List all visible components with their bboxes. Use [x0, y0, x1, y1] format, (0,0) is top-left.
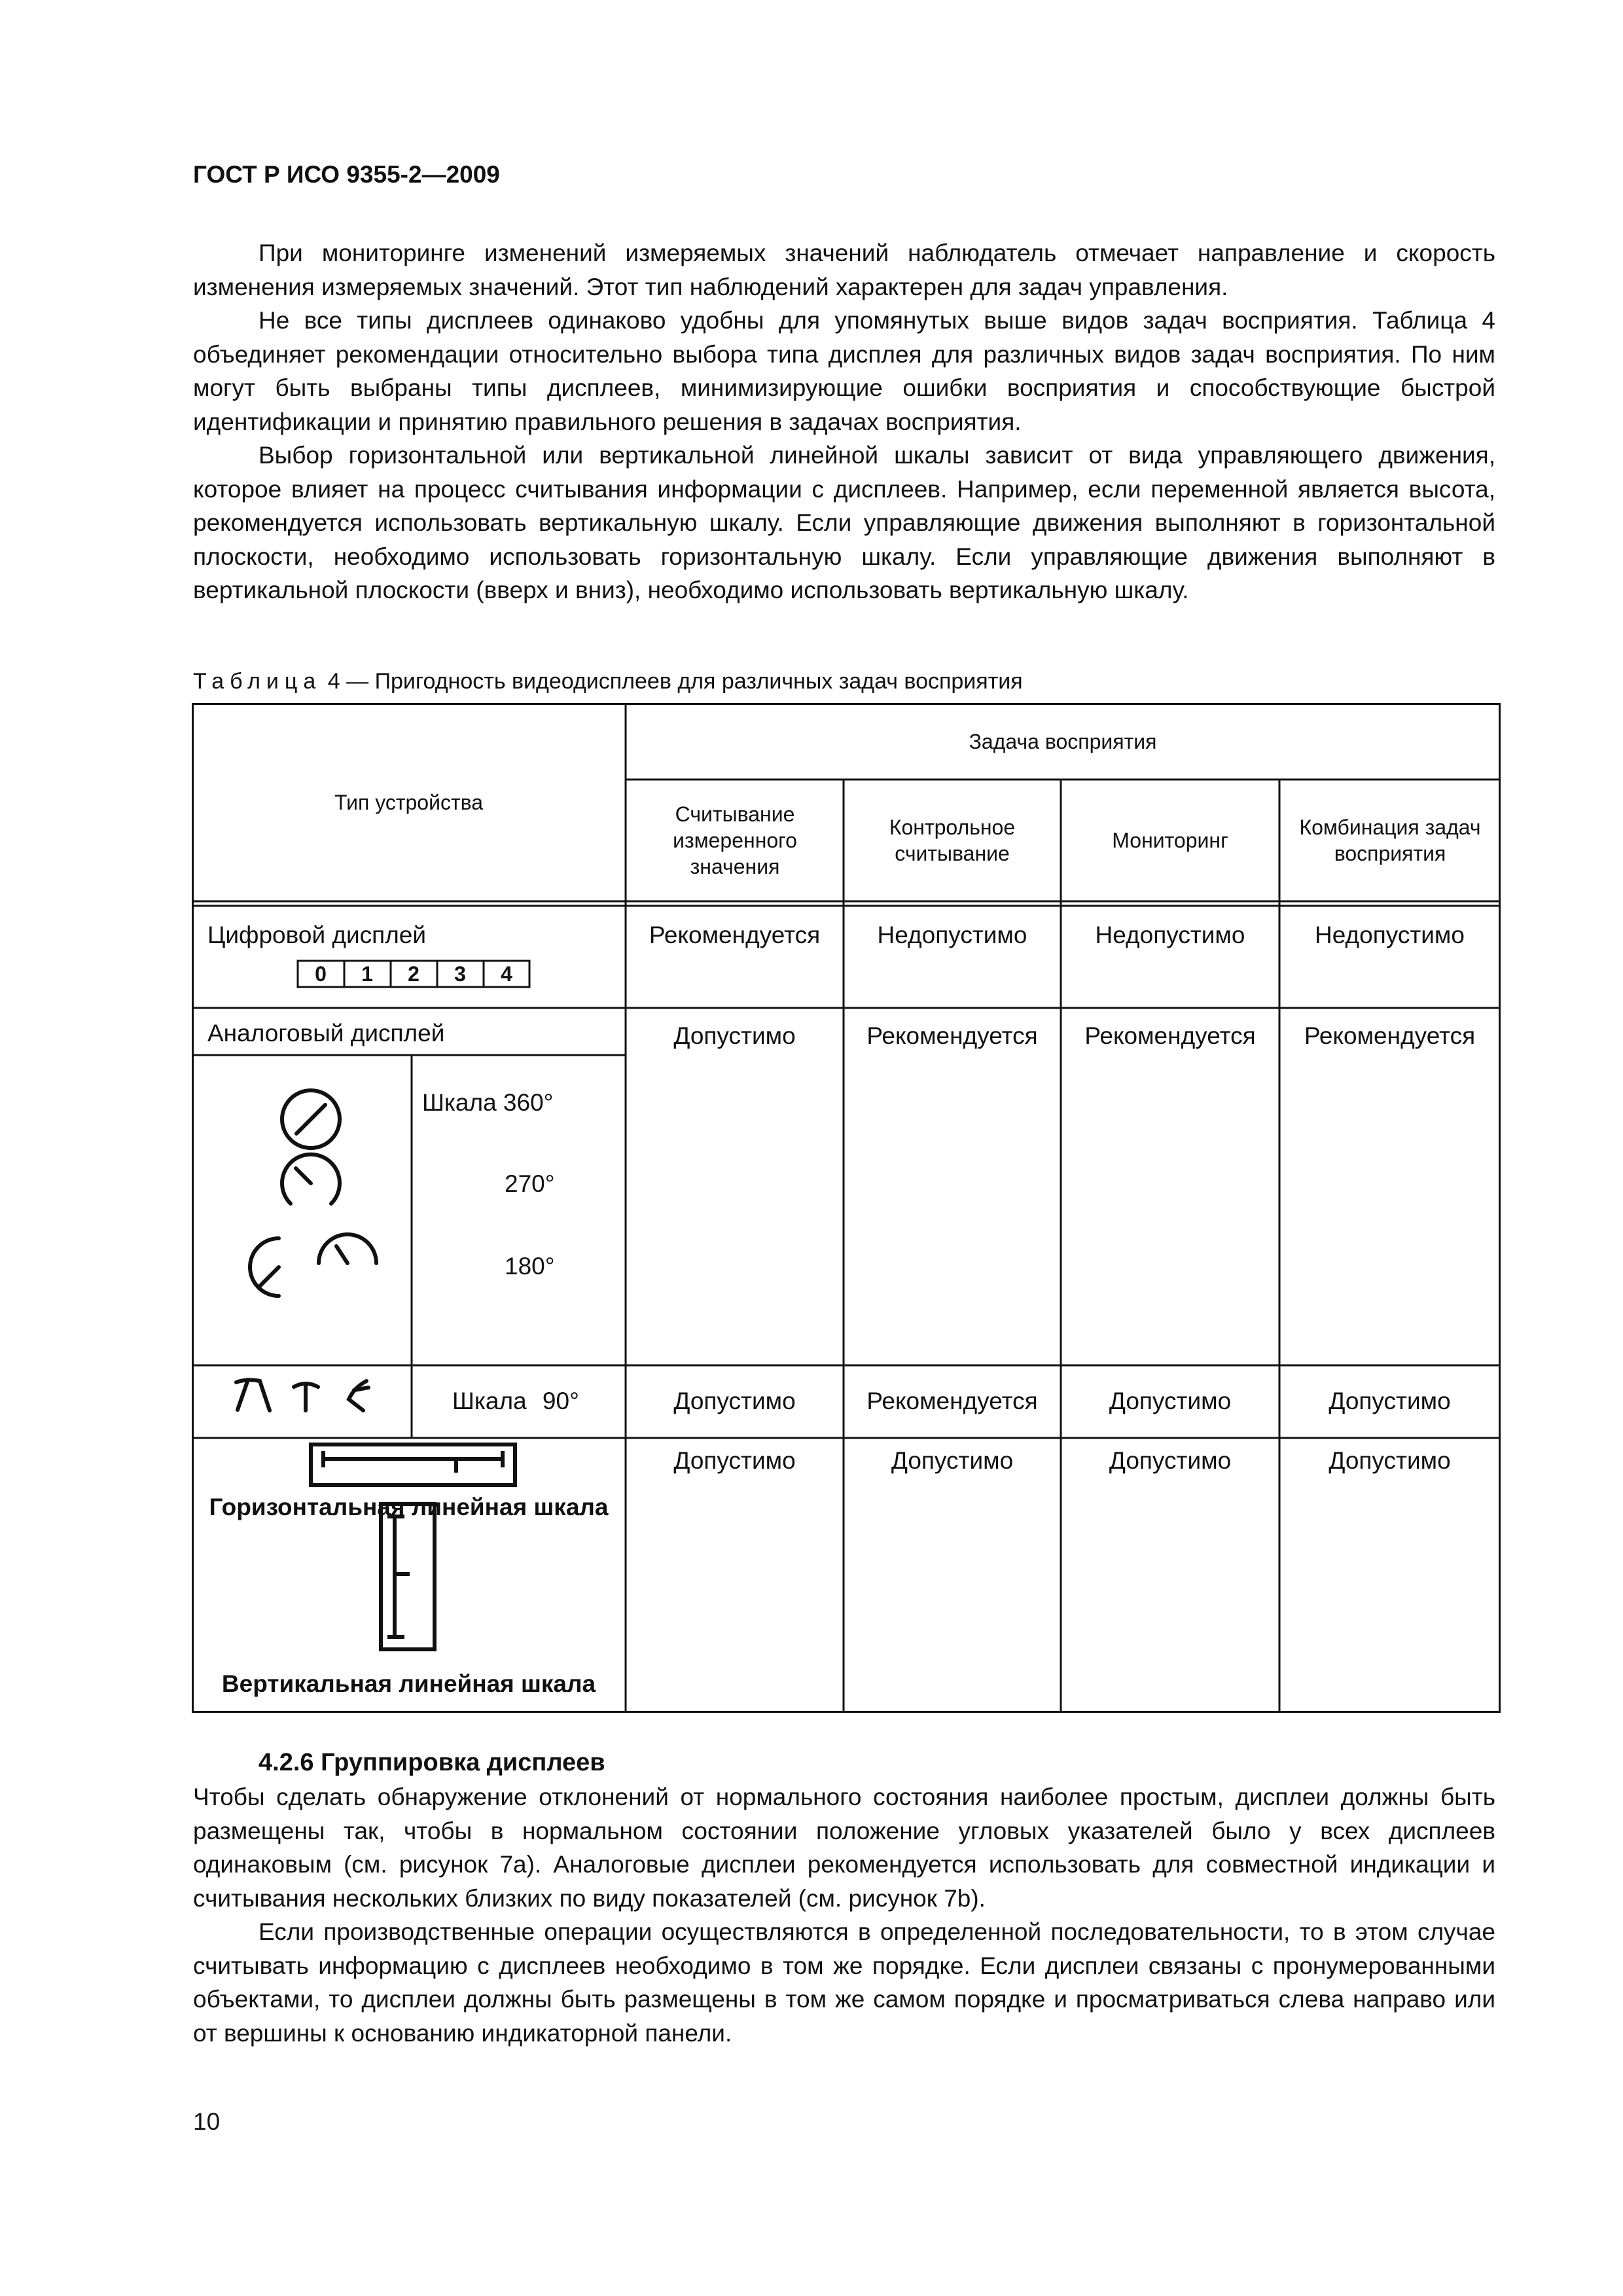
table-cell: Недопустимо: [1315, 922, 1465, 948]
analog-display-label: Аналоговый дисплей: [207, 1020, 445, 1047]
table-cell: Рекомендуется: [1084, 1022, 1256, 1049]
suitability-table: [192, 703, 1501, 1713]
table-cell: Допустимо: [673, 1447, 796, 1474]
table-cell: Рекомендуется: [649, 922, 821, 948]
task-header: Задача восприятия: [969, 729, 1157, 753]
vertical-scale-label: Вертикальная линейная шкала: [221, 1670, 596, 1697]
column-header: Считывание измеренного значения: [673, 802, 797, 878]
table-cell: Рекомендуется: [866, 1388, 1038, 1414]
horizontal-scale-icon: [311, 1444, 515, 1485]
table-cell: Допустимо: [1109, 1447, 1232, 1474]
page-number: 10: [193, 2108, 221, 2135]
table-cell: Допустимо: [1329, 1388, 1451, 1414]
scale-180-label: 180°: [505, 1253, 555, 1280]
table-caption: [193, 669, 1023, 694]
paragraph: При мониторинге изменений измеряемых значений наблюдатель отмечает направление и скорость изменения измеряемых значений. Этот тип наблюдений характерен для задач управления.: [193, 240, 1495, 300]
dial-180-left-icon: [250, 1238, 279, 1296]
section-text: [193, 1780, 1495, 2050]
column-header: Мониторинг: [1112, 829, 1228, 852]
table-cell: Допустимо: [673, 1022, 796, 1049]
digit: 1: [361, 962, 373, 986]
scale-270-label: 270°: [505, 1170, 555, 1197]
document-header: ГОСТ Р ИСО 9355-2—2009: [193, 161, 500, 188]
table-cell: Допустимо: [1109, 1388, 1232, 1414]
table-caption-prefix: Таблица: [193, 669, 322, 694]
paragraph: Выбор горизонтальной или вертикальной линейной шкалы зависит от вида управляющего движения, которое влияет на процесс считывания информации с дисплеев. Например, если переменной является высота, рекомендуется использовать вертикальную шкалу. Если управляющие движения выполняют в горизонтальной плоскости, необходимо использовать горизонтальную шкалу. Если управляющие движения выполняют в вертикальной плоскости (вверх и вниз), необходимо использовать вертикальную шкалу.: [193, 442, 1495, 603]
digit: 3: [454, 962, 466, 986]
vertical-scale-icon: [381, 1504, 435, 1649]
column-header: Комбинация задач восприятия: [1299, 816, 1481, 865]
table-cell: Допустимо: [673, 1388, 796, 1414]
table-cell: Недопустимо: [1095, 922, 1245, 948]
horizontal-scale-label: Горизонтальная линейная шкала: [209, 1494, 609, 1520]
column-header: Контрольное считывание: [889, 816, 1016, 865]
digit: 4: [501, 962, 512, 986]
dial-360-icon: [282, 1090, 340, 1148]
section-title: 4.2.6 Группировка дисплеев: [259, 1749, 605, 1776]
dial-270-icon: [282, 1155, 340, 1204]
intro-text: [193, 236, 1495, 607]
paragraph: Не все типы дисплеев одинаково удобны для упомянутых выше видов задач восприятия. Таблица 4 объединяет рекомендации относительно выбора типа дисплея для различных видов задач восприятия. По ним могут быть выбраны типы дисплеев, минимизирующие ошибки восприятия и способствующие быстрой идентификации и принятию правильного решения в задачах восприятия.: [193, 307, 1495, 435]
digit: 0: [315, 962, 327, 986]
scale-360-label: Шкала 360°: [422, 1089, 554, 1116]
table-cell: Рекомендуется: [1304, 1022, 1476, 1049]
dial-180-top-icon: [319, 1234, 376, 1263]
table-cell: Рекомендуется: [866, 1022, 1038, 1049]
table-cell: Допустимо: [891, 1447, 1014, 1474]
device-type-header: Тип устройства: [334, 790, 484, 814]
scale-90-label: Шкала 90°: [452, 1388, 579, 1414]
paragraph: Чтобы сделать обнаружение отклонений от нормального состояния наиболее простым, дисплеи должны быть размещены так, чтобы в нормальном состоянии положение угловых указателей было у всех дисплеев одинаковым (см. рисунок 7а). Аналоговые дисплеи рекомендуется использовать для совместной индикации и считывания нескольких близких по виду показателей (см. рисунок 7b).: [193, 1784, 1495, 1912]
paragraph: Если производственные операции осуществляются в определенной последовательности, то в этом случае считывать информацию с дисплеев необходимо в том же порядке. Если дисплеи связаны с пронумерованными объектами, то дисплеи должны быть размещены в том же самом порядке и просматриваться слева направо или от вершины к основанию индикаторной панели.: [193, 1918, 1495, 2047]
digit: 2: [408, 962, 419, 986]
dial-90-icons: [236, 1380, 368, 1410]
table-cell: Недопустимо: [877, 922, 1027, 948]
digital-display-label: Цифровой дисплей: [207, 922, 427, 948]
table-caption-text: 4 — Пригодность видеодисплеев для различных задач восприятия: [327, 669, 1023, 694]
table-cell: Допустимо: [1329, 1447, 1451, 1474]
